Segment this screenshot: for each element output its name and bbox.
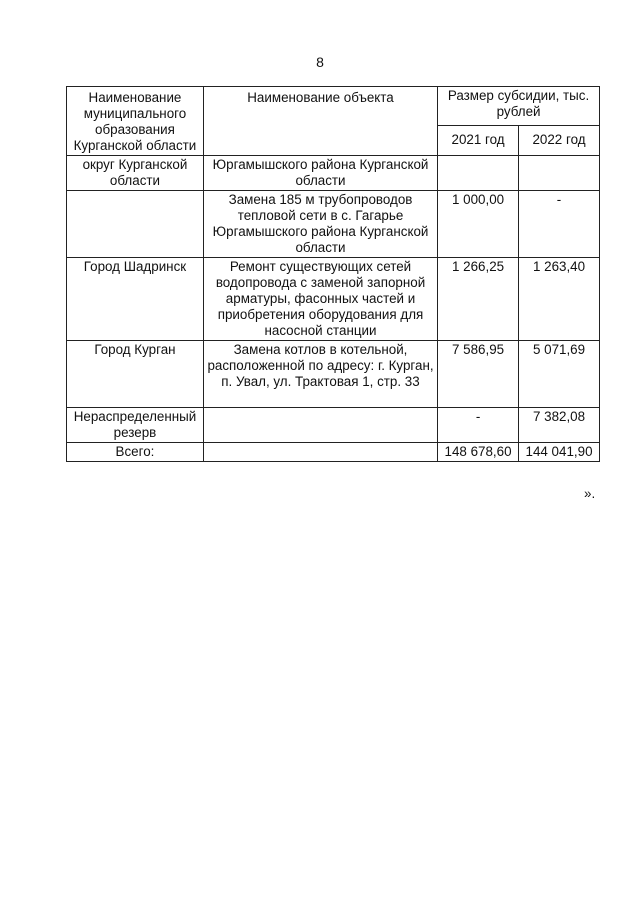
table-body xyxy=(67,156,600,462)
header-object: Наименование объекта xyxy=(203,87,437,156)
table-row xyxy=(67,156,600,191)
table-row xyxy=(67,191,600,258)
cell-2021: - xyxy=(438,408,519,443)
cell-2022: 1 263,40 xyxy=(519,258,600,341)
total-object xyxy=(203,443,437,462)
total-2021: 148 678,60 xyxy=(438,443,519,462)
cell-municipality: Нераспределенный резерв xyxy=(67,408,204,443)
cell-2021: 7 586,95 xyxy=(438,341,519,408)
header-year-2021: 2021 год xyxy=(438,125,519,155)
cell-municipality xyxy=(67,191,204,258)
table-row xyxy=(67,258,600,341)
page-number: 8 xyxy=(316,54,324,70)
cell-object: Юргамышского района Курганской области xyxy=(203,156,437,191)
header-subsidy: Размер субсидии, тыс. рублей xyxy=(438,87,600,126)
cell-object: Замена котлов в котельной, расположенной по адресу: г. Курган, п. Увал, ул. Трактовая 1, стр. 33 xyxy=(203,341,437,408)
closing-quote-mark: ». xyxy=(584,486,596,501)
cell-2021: 1 266,25 xyxy=(438,258,519,341)
cell-municipality: округ Курганской области xyxy=(67,156,204,191)
cell-2022: 5 071,69 xyxy=(519,341,600,408)
header-municipality: Наименование муниципального образования Курганской области xyxy=(67,87,204,156)
cell-object xyxy=(203,408,437,443)
header-year-2022: 2022 год xyxy=(519,125,600,155)
cell-2022: - xyxy=(519,191,600,258)
table-row xyxy=(67,408,600,443)
total-row xyxy=(67,443,600,462)
subsidy-table xyxy=(66,86,600,462)
cell-municipality: Город Шадринск xyxy=(67,258,204,341)
table-row xyxy=(67,341,600,408)
cell-2022 xyxy=(519,156,600,191)
cell-object: Ремонт существующих сетей водопровода с заменой запорной арматуры, фасонных частей и приобретения оборудования для насосной станции xyxy=(203,258,437,341)
cell-municipality: Город Курган xyxy=(67,341,204,408)
cell-2021: 1 000,00 xyxy=(438,191,519,258)
header-row-top xyxy=(67,87,600,126)
cell-object: Замена 185 м трубопроводов тепловой сети в с. Гагарье Юргамышского района Курганской области xyxy=(203,191,437,258)
total-2022: 144 041,90 xyxy=(519,443,600,462)
table-header xyxy=(67,87,600,156)
cell-2022: 7 382,08 xyxy=(519,408,600,443)
cell-2021 xyxy=(438,156,519,191)
total-label: Всего: xyxy=(67,443,204,462)
